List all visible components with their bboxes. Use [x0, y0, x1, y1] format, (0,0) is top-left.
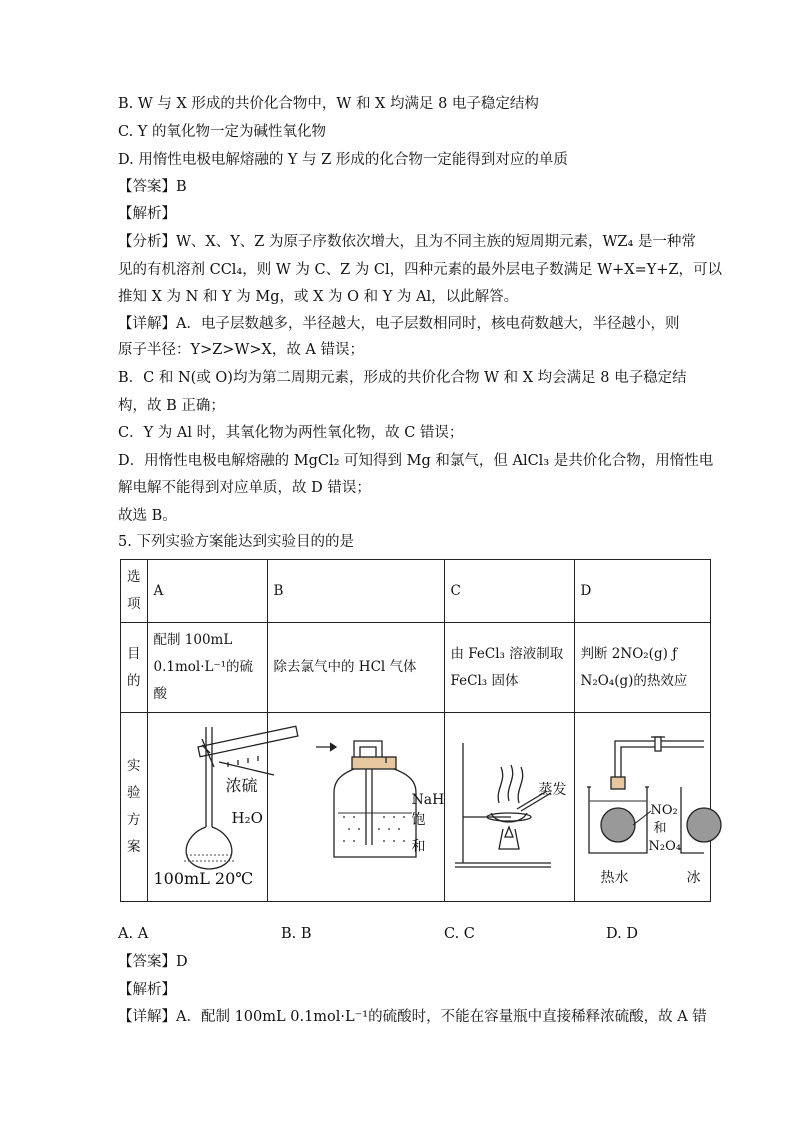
goal-b: 除去氯气中的 HCl 气体 [267, 623, 444, 713]
choice-a: A. A [118, 926, 149, 942]
choice-c: C. C [444, 926, 475, 942]
scheme-c [444, 713, 574, 902]
analysis-line: 见的有机溶剂 CCl₄，则 W 为 C、Z 为 Cl，四种元素的最外层电子数满足 W+X=Y+Z，可以 [118, 262, 723, 278]
goal-a: 配制 100mL 0.1mol·L⁻¹的硫酸 [147, 623, 267, 713]
detail-line: 故选 B。 [118, 508, 177, 524]
answer-label: 【答案】D [118, 954, 188, 970]
detail-line: C．Y 为 Al 时，其氧化物为两性氧化物，故 C 错误； [118, 425, 464, 441]
detail-line: 原子半径：Y>Z>W>X，故 A 错误； [118, 342, 365, 358]
option-c-text: C. Y 的氧化物一定为碱性氧化物 [118, 124, 326, 140]
header-a: A [147, 560, 267, 623]
detail-line: 【详解】A．配制 100mL 0.1mol·L⁻¹的硫酸时，不能在容量瓶中直接稀释浓硫酸，故 A 错 [118, 1009, 707, 1025]
label-hot-water: 热水 [600, 870, 629, 886]
detail-line: B．C 和 N(或 O)均为第二周期元素，形成的共价化合物 W 和 X 均会满足 8 电子稳定结 [118, 370, 687, 386]
evaporation-figure [451, 717, 568, 897]
header-c: C [444, 560, 574, 623]
label-water: H₂O [231, 809, 263, 827]
analysis-label: 【解析】 [118, 982, 176, 998]
question-5-stem: 5. 下列实验方案能达到实验目的的是 [118, 534, 354, 550]
header-option: 选项 [121, 560, 148, 623]
label-conc-sulfuric: 浓硫 [225, 776, 258, 795]
label-n2o4: N₂O₄ [648, 839, 681, 854]
label-and: 和 [653, 821, 667, 836]
option-d-text: D. 用惰性电极电解熔融的 Y 与 Z 形成的化合物一定能得到对应的单质 [118, 152, 568, 168]
goal-d: 判断 2NO₂(g) ƒ N₂O₄(g)的热效应 [574, 623, 710, 713]
detail-line: 解电解不能得到对应单质，故 D 错误； [118, 480, 371, 496]
analysis-line: 【分析】W、X、Y、Z 为原子序数依次增大，且为不同主族的短周期元素，WZ₄ 是一种常 [118, 234, 696, 250]
choice-d: D. D [606, 926, 638, 942]
experiment-table [120, 559, 711, 902]
detail-line: 构，故 B 正确； [118, 398, 225, 414]
option-b-text: B. W 与 X 形成的共价化合物中，W 和 X 均满足 8 电子稳定结构 [118, 96, 539, 112]
header-d: D [574, 560, 710, 623]
scheme-label: 实验方案 [121, 713, 148, 902]
scheme-d [574, 713, 710, 902]
detail-line: 【详解】A．电子层数越多，半径越大，电子层数相同时，核电荷数越大，半径越小，则 [118, 316, 680, 332]
label-nah: NaH [411, 792, 445, 808]
no2-equilibrium-figure [581, 717, 704, 897]
header-b: B [267, 560, 444, 623]
goal-label: 目的 [121, 623, 148, 713]
label-evaporate: 蒸发 [538, 782, 567, 798]
scheme-b [267, 713, 444, 902]
choice-b: B. B [281, 926, 312, 942]
scheme-a [147, 713, 267, 902]
detail-line: D．用惰性电极电解熔融的 MgCl₂ 可知得到 Mg 和氯气，但 AlCl₃ 是共价化合物，用惰性电 [118, 453, 714, 469]
label-ice: 冰 [686, 870, 701, 886]
answer-label: 【答案】B [118, 179, 187, 195]
label-saturated: 饱和 [411, 812, 426, 855]
label-flask-volume: 100mL 20℃ [153, 869, 254, 888]
goal-c: 由 FeCl₃ 溶液制取 FeCl₃ 固体 [444, 623, 574, 713]
analysis-line: 推知 X 为 N 和 Y 为 Mg，或 X 为 O 和 Y 为 Al，以此解答。 [118, 289, 519, 305]
label-no2: NO₂ [650, 803, 678, 818]
analysis-label: 【解析】 [118, 206, 176, 222]
